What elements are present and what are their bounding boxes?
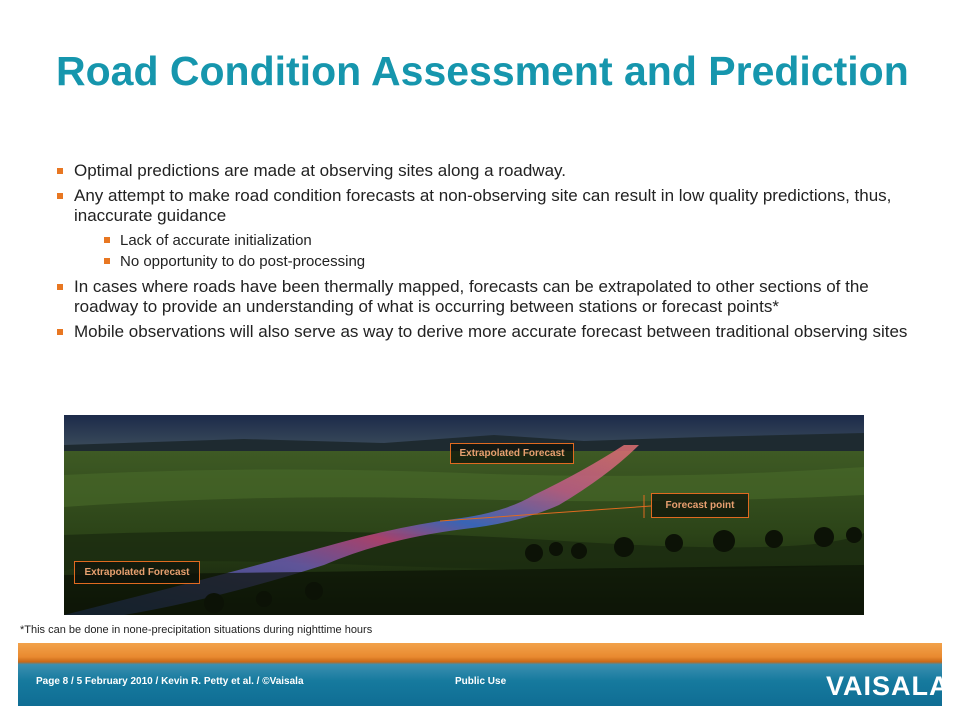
bullet-text: Mobile observations will also serve as way to derive more accurate forecast between traditional observing sites: [74, 322, 908, 341]
bullet-text: Any attempt to make road condition forecasts at non-observing site can result in low quality predictions, thus, inaccurate guidance: [74, 186, 892, 225]
extrapolated-forecast-label-top: Extrapolated Forecast: [450, 443, 574, 464]
bullet-text: In cases where roads have been thermally mapped, forecasts can be extrapolated to other sections of the roadway to provide an understanding of what is occurring between stations or forecast points*: [74, 277, 869, 316]
sub-bullet-item: [56, 252, 916, 271]
sub-bullet-text: Lack of accurate initialization: [120, 232, 312, 249]
bullet-square-icon: [104, 237, 110, 243]
footer-page-info: Page 8 / 5 February 2010 / Kevin R. Petty et al. / ©Vaisala: [36, 676, 304, 687]
extrapolated-forecast-label-bottom: Extrapolated Forecast: [74, 561, 200, 584]
bullet-item: [56, 322, 916, 342]
sub-bullet-item: [56, 231, 916, 250]
bullet-item: [56, 186, 916, 226]
slide-title: Road Condition Assessment and Prediction: [56, 48, 909, 94]
bullet-list: [56, 161, 916, 347]
bullet-square-icon: [57, 284, 63, 290]
bullet-item: [56, 277, 916, 317]
bullet-text: Optimal predictions are made at observing sites along a roadway.: [74, 161, 566, 180]
bullet-square-icon: [57, 168, 63, 174]
forecast-point-label: Forecast point: [651, 493, 749, 518]
vaisala-logo: VAISALA: [826, 671, 950, 701]
footer-classification: Public Use: [455, 676, 507, 687]
footnote: *This can be done in none-precipitation situations during nighttime hours: [20, 624, 373, 636]
bullet-square-icon: [57, 193, 63, 199]
footer-band: [18, 643, 942, 706]
bullet-item: [56, 161, 916, 181]
bullet-square-icon: [104, 258, 110, 264]
bullet-square-icon: [57, 329, 63, 335]
sub-bullet-text: No opportunity to do post-processing: [120, 253, 366, 270]
